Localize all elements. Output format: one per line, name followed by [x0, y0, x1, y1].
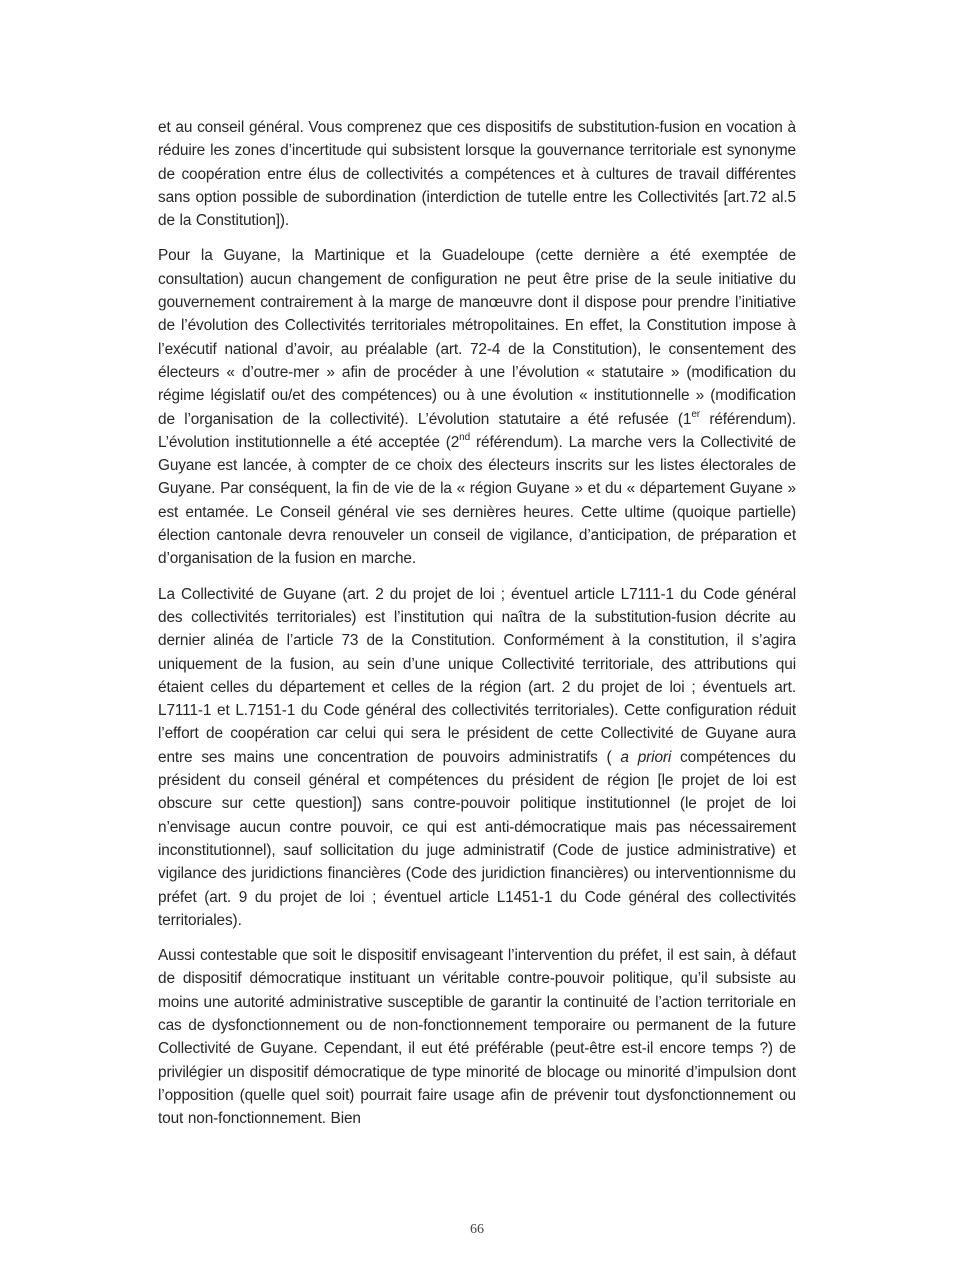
superscript-er: er — [691, 408, 700, 420]
page-body — [158, 116, 796, 1142]
paragraph-2-text-c: référendum). La marche vers la Collectivité de Guyane est lancée, à compter de ce choix des électeurs inscrits sur les listes électorales de Guyane. Par conséquent, la fin de vie de la « région Guyane » et du « département Guyane » est entamée. Le Conseil général vie ses dernières heures. Cette ultime (quoique partielle) élection cantonale devra renouveler un conseil de vigilance, d’anticipation, de préparation et d’organisation de la fusion en marche. — [158, 433, 796, 568]
paragraph-2-text-b: référendum). L’évolution institutionnelle a été acceptée (2 — [158, 410, 796, 451]
paragraph-3-text-b: compétences du président du conseil général et compétences du président de région [le projet de loi est obscure sur cette question]) sans contre-pouvoir politique institutionnel (le projet de loi n’envisage aucun contre pouvoir, ce qui est anti-démocratique mais pas nécessairement inconstitutionnel), sauf sollicitation du juge administratif (Code de justice administrative) et vigilance des juridictions financières (Code des juridiction financières) ou interventionnisme du préfet (art. 9 du projet de loi ; éventuel article L1451-1 du Code général des collectivités territoriales). — [158, 748, 796, 929]
italic-a-priori: a priori — [620, 748, 672, 766]
paragraph-3 — [158, 583, 796, 932]
paragraph-4: Aussi contestable que soit le dispositif envisageant l’intervention du préfet, il est sain, à défaut de dispositif démocratique instituant un véritable contre-pouvoir politique, qu’il subsiste au moins une autorité administrative susceptible de garantir la continuité de l’action territoriale en cas de dysfonctionnement ou de non-fonctionnement temporaire ou permanent de la future Collectivité de Guyane. Cependant, il eut été préférable (peut-être est-il encore temps ?) de privilégier un dispositif démocratique de type minorité de blocage ou minorité d’impulsion dont l’opposition (quelle quel soit) pourrait faire usage afin de prévenir tout dysfonctionnement ou tout non-fonctionnement. Bien — [158, 947, 796, 1128]
paragraph-1: et au conseil général. Vous comprenez que ces dispositifs de substitution-fusion en vocation à réduire les zones d’incertitude qui subsistent lorsque la gouvernance territoriale est synonyme de coopération entre élus de collectivités a compétences et à cultures de travail différentes sans option possible de subordination (interdiction de tutelle entre les Collectivités [art.72 al.5 de la Constitution]). — [158, 119, 796, 230]
paragraph-2-text-a: Pour la Guyane, la Martinique et la Guadeloupe (cette dernière a été exemptée de consultation) aucun changement de configuration ne peut être prise de la seule initiative du gouvernement contrairement à la marge de manœuvre dont il dispose pour prendre l’initiative de l’évolution des Collectivités territoriales métropolitaines. En effet, la Constitution impose à l’exécutif national d’avoir, au préalable (art. 72-4 de la Constitution), le consentement des électeurs « d’outre-mer » afin de procéder à une l’évolution « statutaire » (modification du régime législatif ou/et des compétences) ou à une évolution « institutionnelle » (modification de l’organisation de la collectivité). L’évolution statutaire a été refusée (1 — [158, 247, 796, 428]
superscript-nd: nd — [459, 431, 471, 443]
paragraph-2 — [158, 244, 796, 570]
paragraph-3-text-a: La Collectivité de Guyane (art. 2 du projet de loi ; éventuel article L7111-1 du Code général des collectivités territoriales) est l’institution qui naîtra de la substitution-fusion décrite au dernier alinéa de l’article 73 de la Constitution. Conformément à la constitution, il s’agira uniquement de la fusion, au sein d’une unique Collectivité territoriale, des attributions qui étaient celles du département et celles de la région (art. 2 du projet de loi ; éventuels art. L7111-1 et L.7151-1 du Code général des collectivités territoriales). Cette configuration réduit l’effort de coopération car celui qui sera le président de cette Collectivité de Guyane aura entre ses mains une concentration de pouvoirs administratifs ( — [158, 585, 796, 766]
page-number: 66 — [470, 1222, 484, 1237]
